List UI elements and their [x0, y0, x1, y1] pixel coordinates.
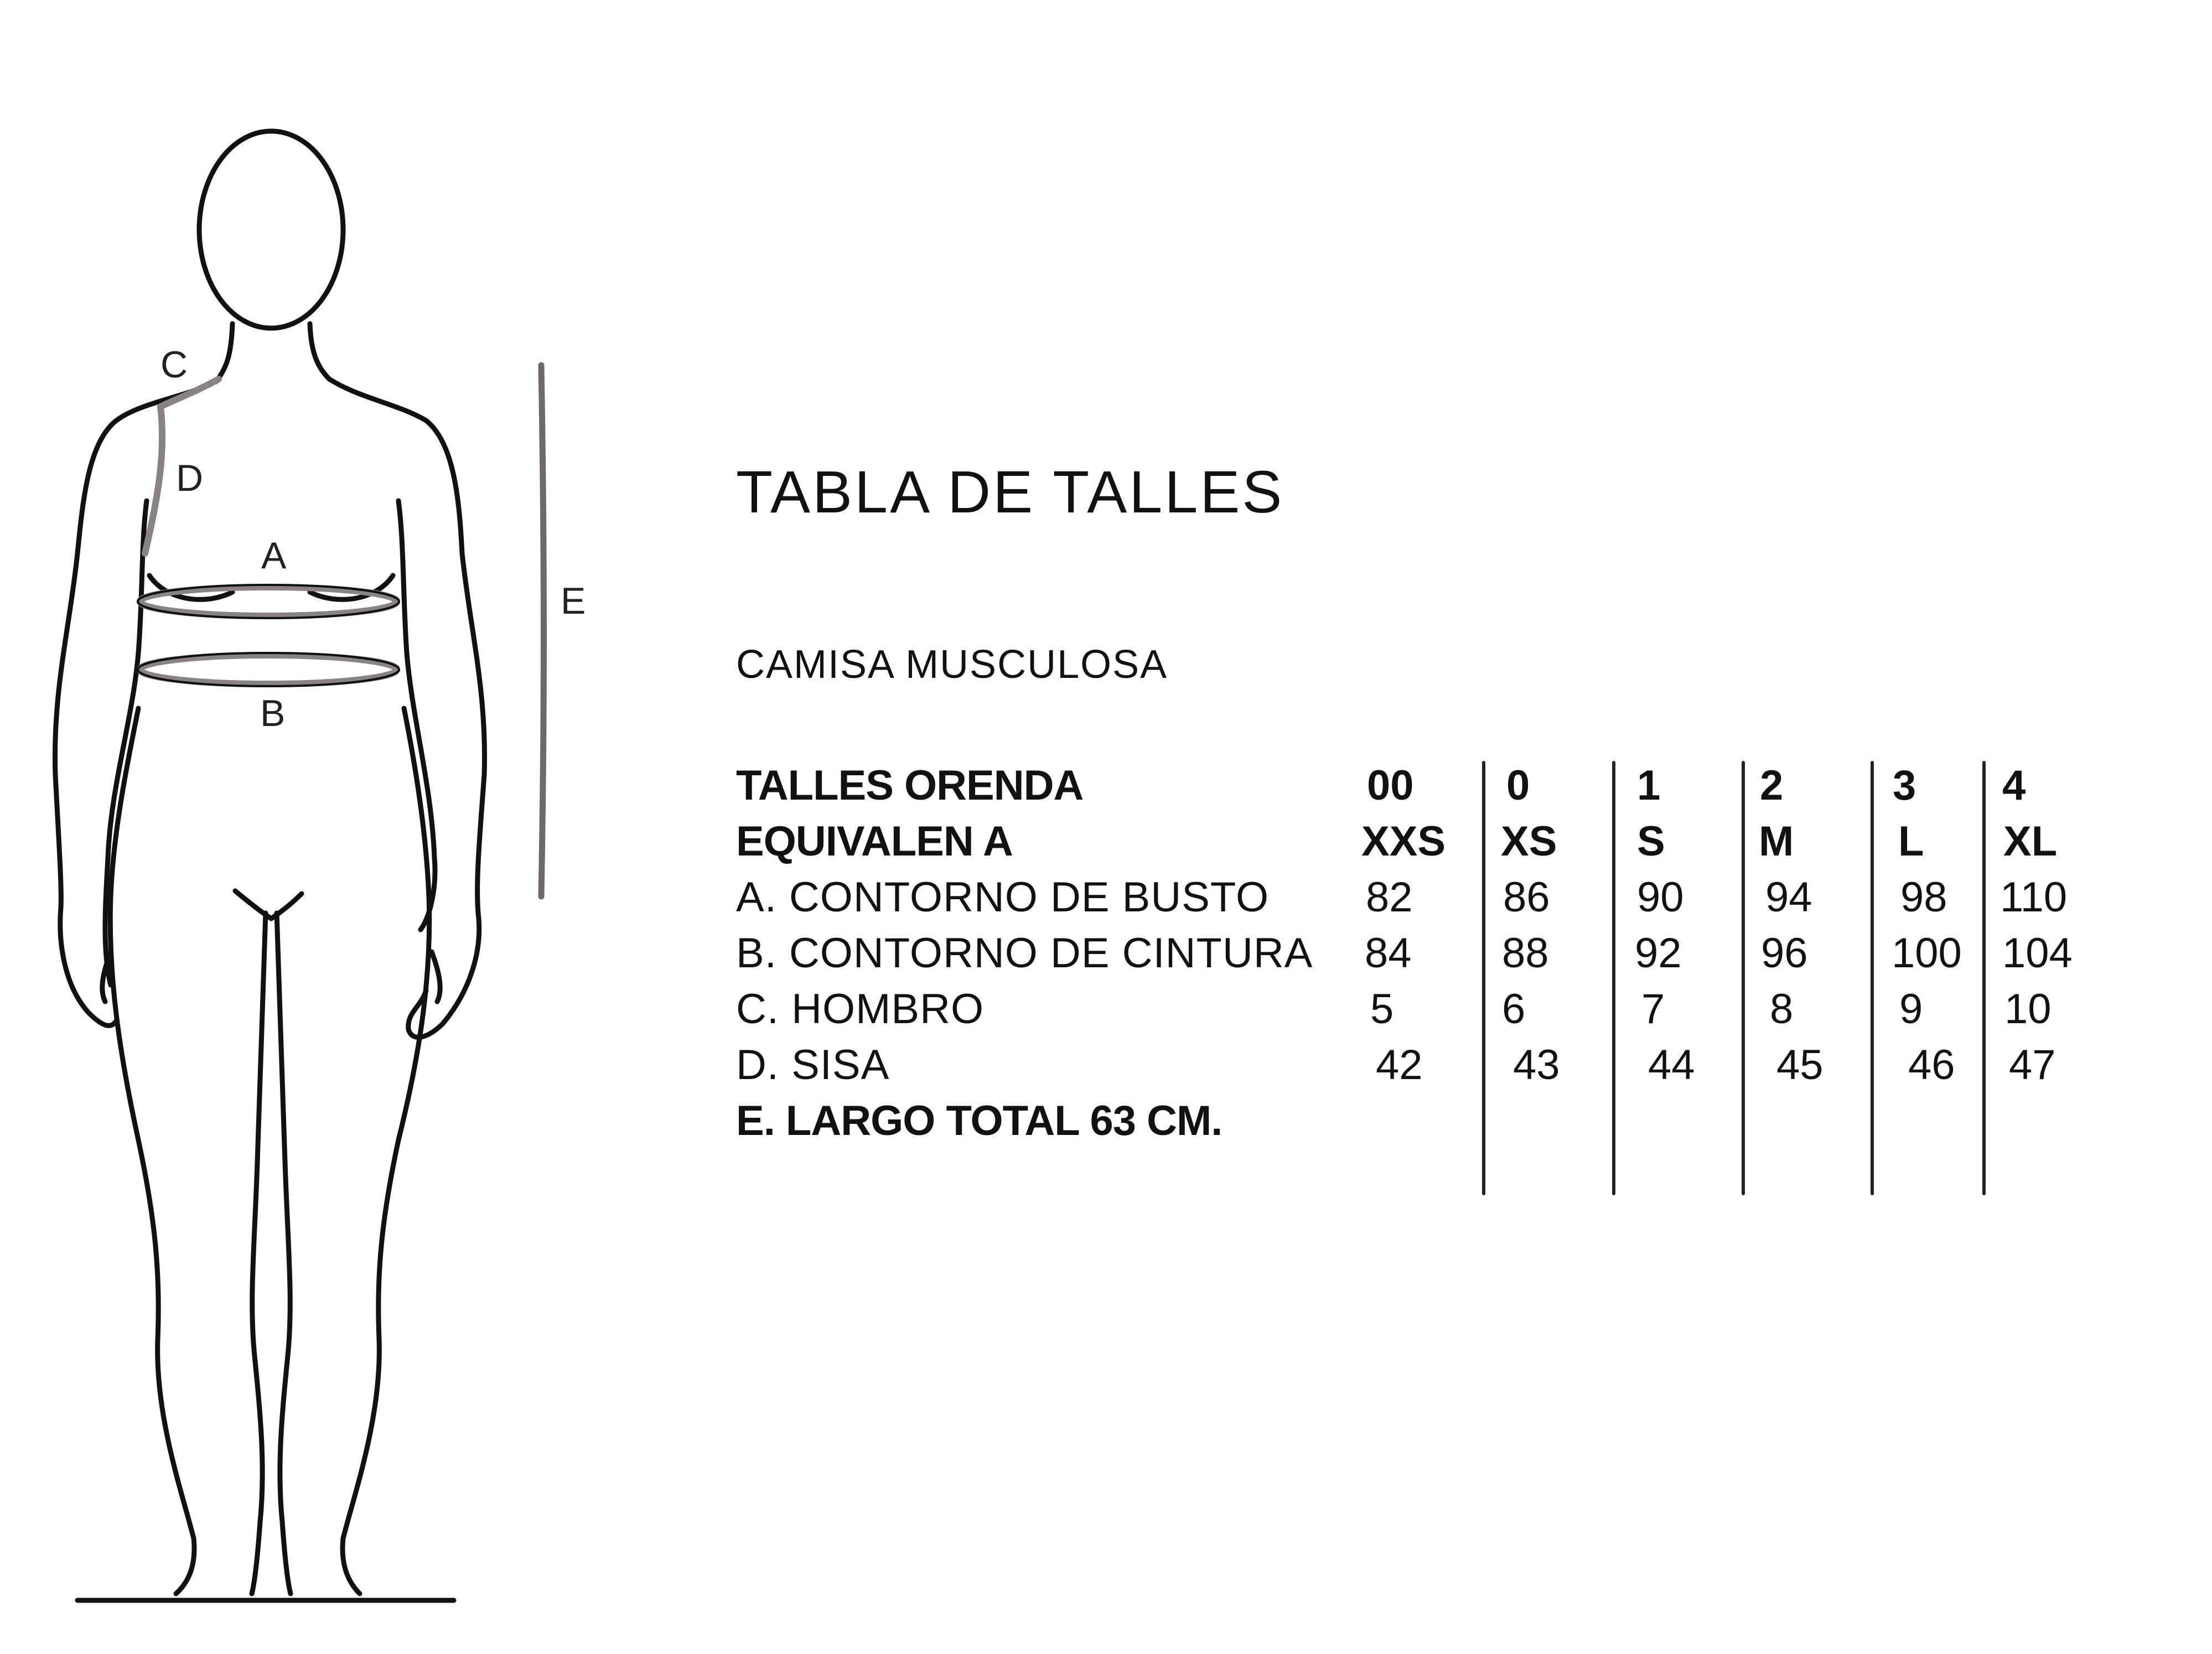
table-cell: 5: [1370, 986, 1394, 1033]
table-cell: 0: [1506, 762, 1530, 809]
label-c: C: [160, 344, 188, 386]
table-cell: 3: [1893, 762, 1916, 809]
row-label-sizes: TALLES ORENDA: [736, 762, 1084, 809]
table-cell: 1: [1637, 762, 1661, 809]
label-b: B: [260, 692, 286, 734]
row-label-armhole: D. SISA: [736, 1041, 890, 1088]
table-cell: 110: [2000, 874, 2068, 921]
column-divider: [1871, 761, 1874, 1195]
table-cell: 84: [1365, 930, 1412, 977]
table-cell: 9: [1899, 986, 1923, 1033]
table-cell: 43: [1513, 1041, 1560, 1088]
table-cell: 88: [1502, 930, 1549, 977]
table-cell: 6: [1502, 986, 1526, 1033]
table-cell: 46: [1908, 1041, 1955, 1088]
page-title: TABLA DE TALLES: [736, 458, 1284, 525]
row-label-total-length: E. LARGO TOTAL 63 CM.: [736, 1097, 1222, 1144]
label-a: A: [261, 535, 287, 577]
table-cell: 96: [1761, 930, 1808, 977]
table-cell: 92: [1635, 930, 1682, 977]
table-cell: 00: [1367, 762, 1414, 809]
table-cell: 94: [1765, 874, 1812, 921]
row-label-waist: B. CONTORNO DE CINTURA: [736, 930, 1313, 977]
row-label-equivalence: EQUIVALEN A: [736, 818, 1013, 865]
table-cell: 86: [1503, 874, 1550, 921]
table-cell: 10: [2004, 986, 2052, 1033]
table-cell: S: [1637, 818, 1665, 865]
label-e: E: [561, 580, 586, 622]
table-cell: 2: [1760, 762, 1784, 809]
column-divider: [1982, 761, 1986, 1195]
label-d: D: [176, 457, 204, 499]
table-cell: M: [1759, 818, 1794, 865]
row-label-shoulder: C. HOMBRO: [736, 986, 985, 1033]
table-cell: 82: [1366, 874, 1413, 921]
table-cell: 44: [1648, 1041, 1695, 1088]
table-cell: 47: [2009, 1041, 2056, 1088]
table-cell: 45: [1776, 1041, 1824, 1088]
body-measurement-figure: [0, 0, 609, 1651]
column-divider: [1612, 761, 1615, 1195]
body-outline-illustration: [0, 0, 609, 1651]
table-cell: XS: [1501, 818, 1557, 865]
table-cell: 104: [2002, 930, 2073, 977]
table-cell: 42: [1376, 1041, 1423, 1088]
table-cell: 100: [1892, 930, 1962, 977]
column-divider: [1482, 761, 1485, 1195]
table-cell: 4: [2002, 762, 2026, 809]
table-cell: 7: [1641, 986, 1665, 1033]
table-cell: XL: [2003, 818, 2058, 865]
table-cell: 90: [1637, 874, 1684, 921]
table-cell: XXS: [1361, 818, 1446, 865]
row-label-bust: A. CONTORNO DE BUSTO: [736, 874, 1270, 921]
column-divider: [1742, 761, 1745, 1195]
product-subtitle: CAMISA MUSCULOSA: [736, 642, 1168, 687]
table-cell: 8: [1770, 986, 1794, 1033]
table-cell: L: [1898, 818, 1924, 865]
table-cell: 98: [1900, 874, 1947, 921]
